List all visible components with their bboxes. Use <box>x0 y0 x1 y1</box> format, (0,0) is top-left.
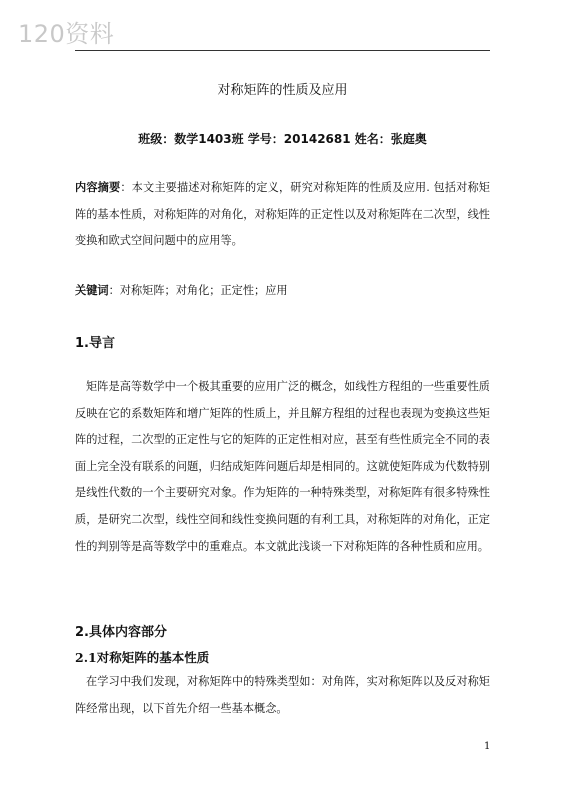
intro-text: 矩阵是高等数学中一个极其重要的应用广泛的概念，如线性方程组的一些重要性质反映在它的系数矩阵和增广矩阵的性质上，并且解方程组的过程也表现为变换这些矩阵的过程，二次型的正定性与它的矩阵的正定性相对应，甚至有些性质完全不同的表面上完全没有联系的问题，归结成矩阵问题后却是相同的。这就使矩阵成为代数特别是线性代数的一个主要研究对象。作为矩阵的一种特殊类型，对称矩阵有很多特殊性质，是研究二次型，线性空间和线性变换问题的有利工具，对称矩阵的对角化，正定性的判别等是高等数学中的重难点。本文就此浅谈一下对称矩阵的各种性质和应用。 <box>75 380 490 553</box>
keywords-paragraph <box>75 278 490 305</box>
page-number: 1 <box>484 741 491 752</box>
abstract-text: ：本文主要描述对称矩阵的定义，研究对称矩阵的性质及应用. 包括对称矩阵的基本性质，对称矩阵的对角化，对称矩阵的正定性以及对称矩阵在二次型，线性变换和欧式空间问题中的应用等。 <box>75 181 490 248</box>
keywords-text: ：对称矩阵；对角化；正定性；应用 <box>108 284 288 297</box>
author-line: 班级：数学1403班 学号：20142681 姓名：张庭奥 <box>138 132 427 146</box>
abstract-paragraph <box>75 175 490 255</box>
header-rule <box>75 50 490 51</box>
keywords-label: 关键词 <box>75 284 109 297</box>
abstract-label: 内容摘要 <box>75 181 121 194</box>
intro-paragraph <box>75 374 490 560</box>
subsection-text: 在学习中我们发现，对称矩阵中的特殊类型如：对角阵，实对称矩阵以及反对称矩阵经常出现，以下首先介绍一些基本概念。 <box>75 675 490 715</box>
watermark-logo: 120资料 <box>18 20 115 48</box>
subsection-heading: 2.1对称矩阵的基本性质 <box>75 650 210 665</box>
subsection-paragraph <box>75 669 490 722</box>
section-heading-body: 2.具体内容部分 <box>75 625 167 640</box>
document-title: 对称矩阵的性质及应用 <box>217 83 348 98</box>
section-heading-intro: 1.导言 <box>75 336 115 351</box>
